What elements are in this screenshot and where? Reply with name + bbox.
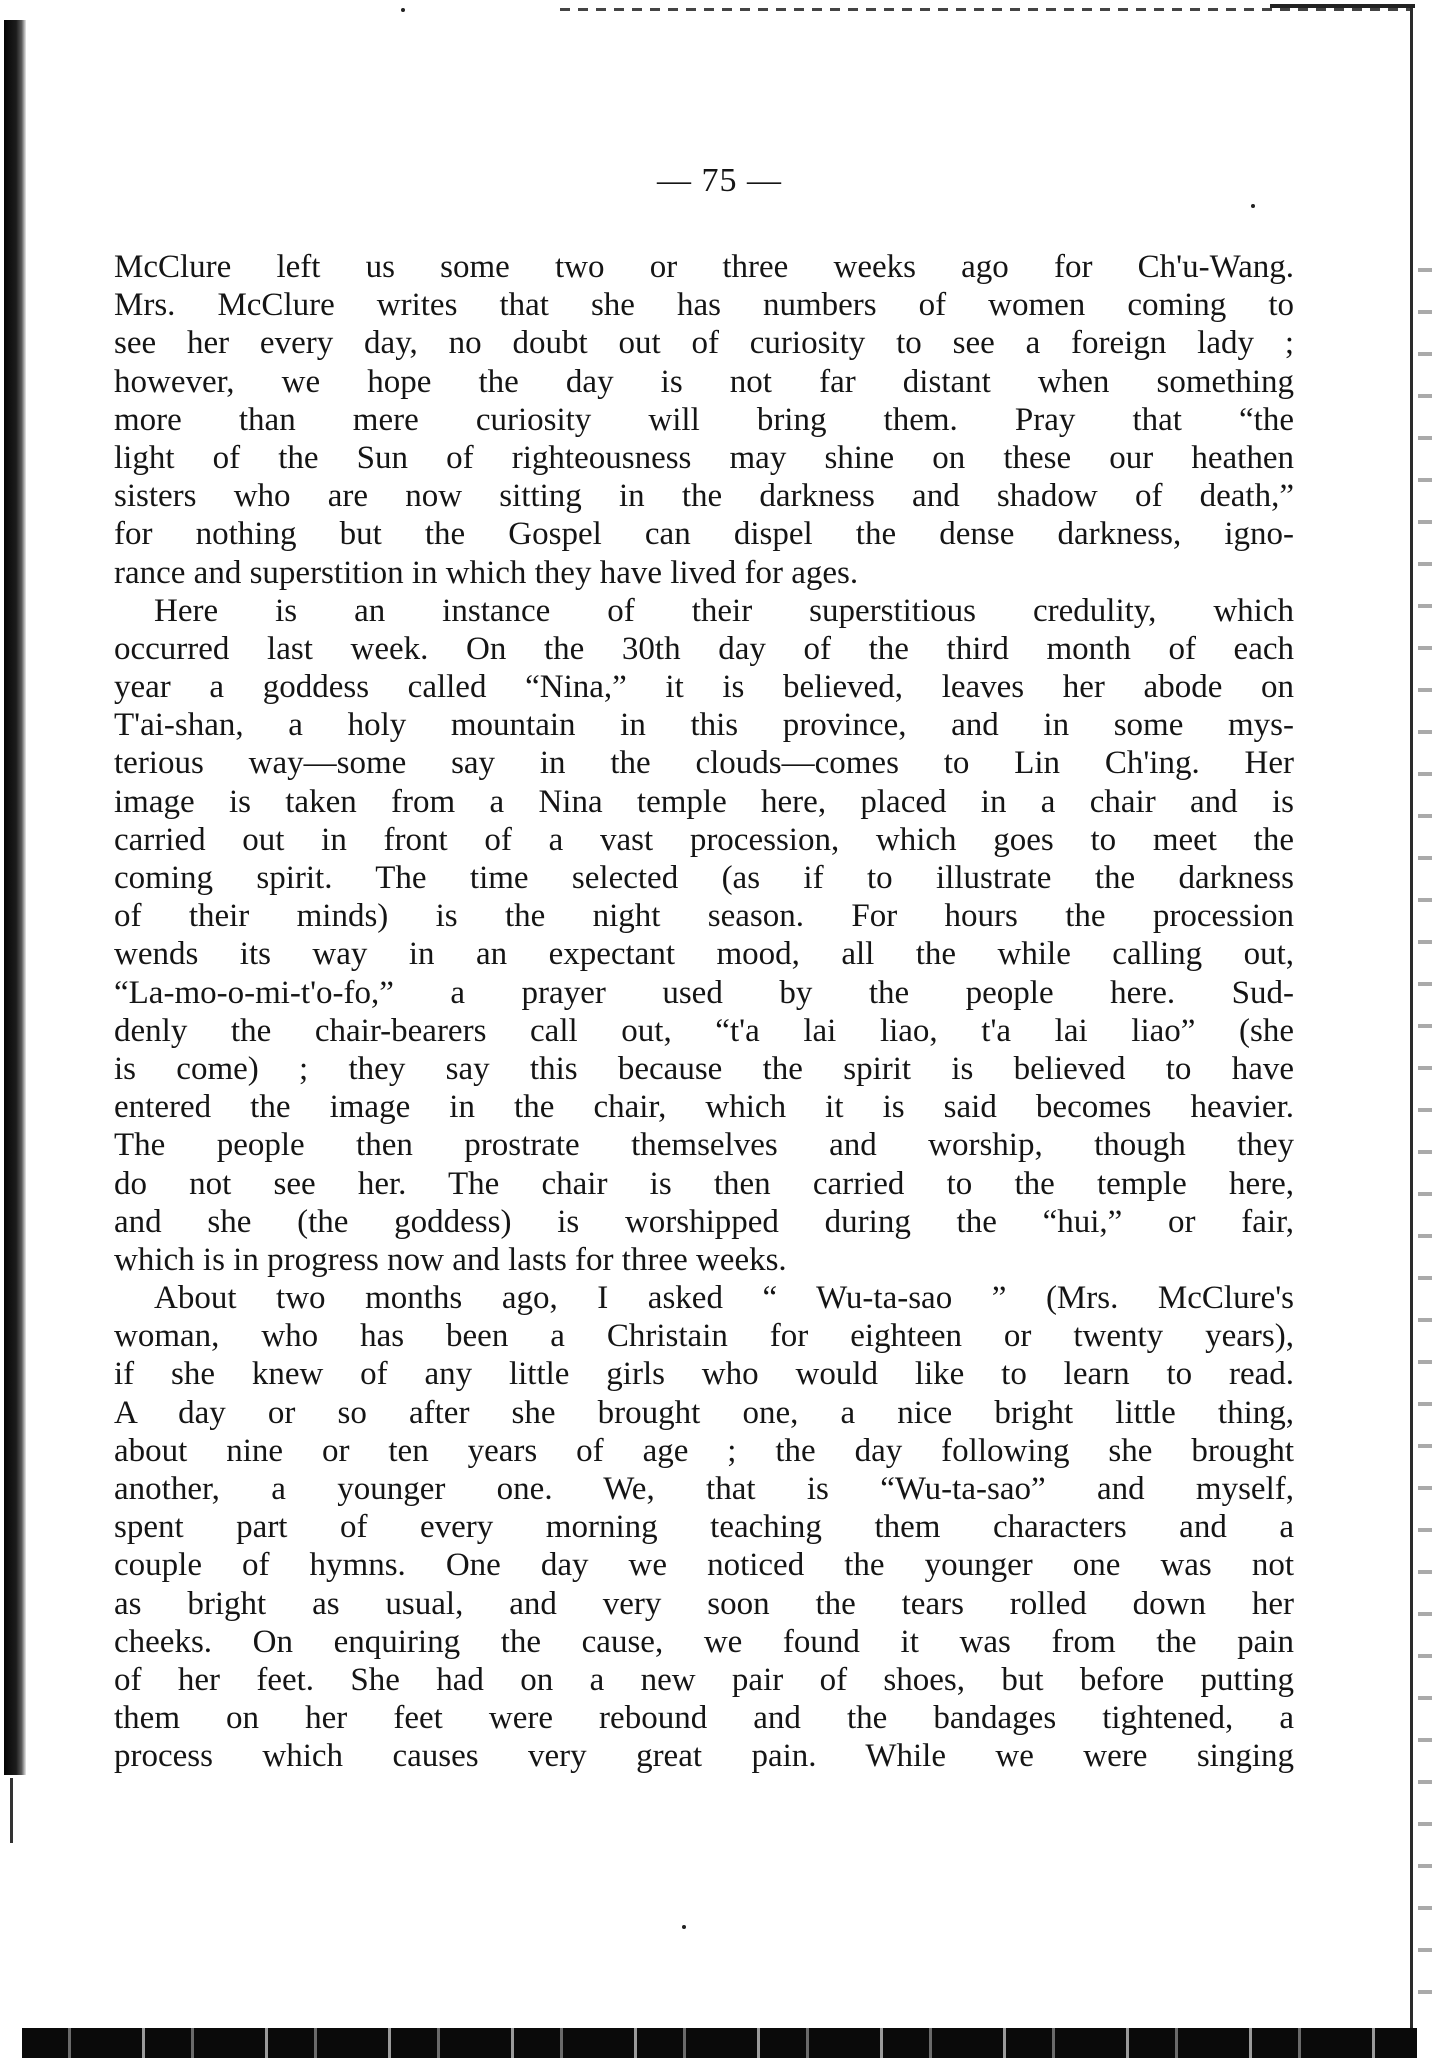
- text-line: more than mere curiosity will bring them. Pray that “the: [114, 401, 1294, 438]
- text-line: and she (the goddess) is worshipped during the “hui,” or fair,: [114, 1203, 1294, 1240]
- text-line: is come) ; they say this because the spirit is believed to have: [114, 1050, 1294, 1087]
- text-line: McClure left us some two or three weeks ago for Ch'u-Wang.: [114, 249, 1294, 285]
- text-line: of her feet. She had on a new pair of shoes, but before putting: [114, 1661, 1294, 1698]
- text-line: Mrs. McClure writes that she has numbers of women coming to: [114, 287, 1294, 324]
- text-line: terious way—some say in the clouds—comes to Lin Ch'ing. Her: [114, 745, 1294, 782]
- right-page-border: [1410, 8, 1413, 2038]
- binding-shadow-left: [4, 20, 26, 1775]
- text-line: process which causes very great pain. While we were singing: [114, 1738, 1294, 1775]
- text-line: of their minds) is the night season. For hours the procession: [114, 898, 1294, 935]
- text-line: couple of hymns. One day we noticed the younger one was not: [114, 1547, 1294, 1584]
- text-line: wends its way in an expectant mood, all the while calling out,: [114, 936, 1294, 973]
- text-line: T'ai-shan, a holy mountain in this province, and in some mys-: [114, 707, 1294, 744]
- text-line: carried out in front of a vast procession, which goes to meet the: [114, 821, 1294, 858]
- top-edge-corner: [1270, 4, 1415, 8]
- text-line: spent part of every morning teaching them characters and a: [114, 1509, 1294, 1546]
- text-line: About two months ago, I asked “ Wu-ta-sao ” (Mrs. McClure's: [154, 1280, 1294, 1317]
- text-line: The people then prostrate themselves and worship, though they: [114, 1127, 1294, 1164]
- top-edge-rule: [560, 8, 1410, 11]
- text-line: A day or so after she brought one, a nice bright little thing,: [114, 1394, 1294, 1431]
- text-line: another, a younger one. We, that is “Wu-ta-sao” and myself,: [114, 1471, 1294, 1507]
- page-number: — 75 —: [657, 162, 782, 199]
- text-line: woman, who has been a Christain for eighteen or twenty years),: [114, 1318, 1294, 1355]
- text-line: sisters who are now sitting in the darkness and shadow of death,”: [114, 478, 1294, 515]
- text-line: about nine or ten years of age ; the day following she brought: [114, 1432, 1294, 1469]
- text-line: light of the Sun of righteousness may shine on these our heathen: [114, 439, 1294, 476]
- bottom-edge-bar: [22, 2028, 1417, 2058]
- text-line: Here is an instance of their superstitious credulity, which: [154, 592, 1294, 629]
- text-line: them on her feet were rebound and the bandages tightened, a: [114, 1700, 1294, 1737]
- scan-speck: [1251, 204, 1255, 208]
- text-line: year a goddess called “Nina,” it is believed, leaves her abode on: [114, 669, 1294, 706]
- text-line: coming spirit. The time selected (as if to illustrate the darkness: [114, 860, 1294, 896]
- text-line: for nothing but the Gospel can dispel the dense darkness, igno-: [114, 516, 1294, 553]
- binding-mark: [10, 1778, 13, 1843]
- text-line: occurred last week. On the 30th day of the third month of each: [114, 630, 1294, 667]
- text-line: see her every day, no doubt out of curiosity to see a foreign lady ;: [114, 325, 1294, 362]
- text-line: image is taken from a Nina temple here, placed in a chair and is: [114, 783, 1294, 820]
- scan-speck: [682, 1925, 686, 1929]
- text-line: as bright as usual, and very soon the tears rolled down her: [114, 1585, 1294, 1622]
- text-line: rance and superstition in which they have lived for ages.: [114, 554, 859, 591]
- text-line: cheeks. On enquiring the cause, we found it was from the pain: [114, 1623, 1294, 1660]
- text-line: however, we hope the day is not far distant when something: [114, 363, 1294, 400]
- body-text: [114, 248, 1294, 1776]
- text-line: do not see her. The chair is then carried to the temple here,: [114, 1165, 1294, 1202]
- text-line: if she knew of any little girls who would like to learn to read.: [114, 1356, 1294, 1393]
- text-line: which is in progress now and lasts for three weeks.: [114, 1241, 787, 1278]
- right-margin-marks: [1418, 230, 1432, 2030]
- text-line: “La-mo-o-mi-t'o-fo,” a prayer used by the people here. Sud-: [114, 974, 1294, 1011]
- scan-speck: [401, 8, 405, 12]
- text-line: denly the chair-bearers call out, “t'a lai liao, t'a lai liao” (she: [114, 1012, 1294, 1049]
- text-line: entered the image in the chair, which it is said becomes heavier.: [114, 1089, 1294, 1126]
